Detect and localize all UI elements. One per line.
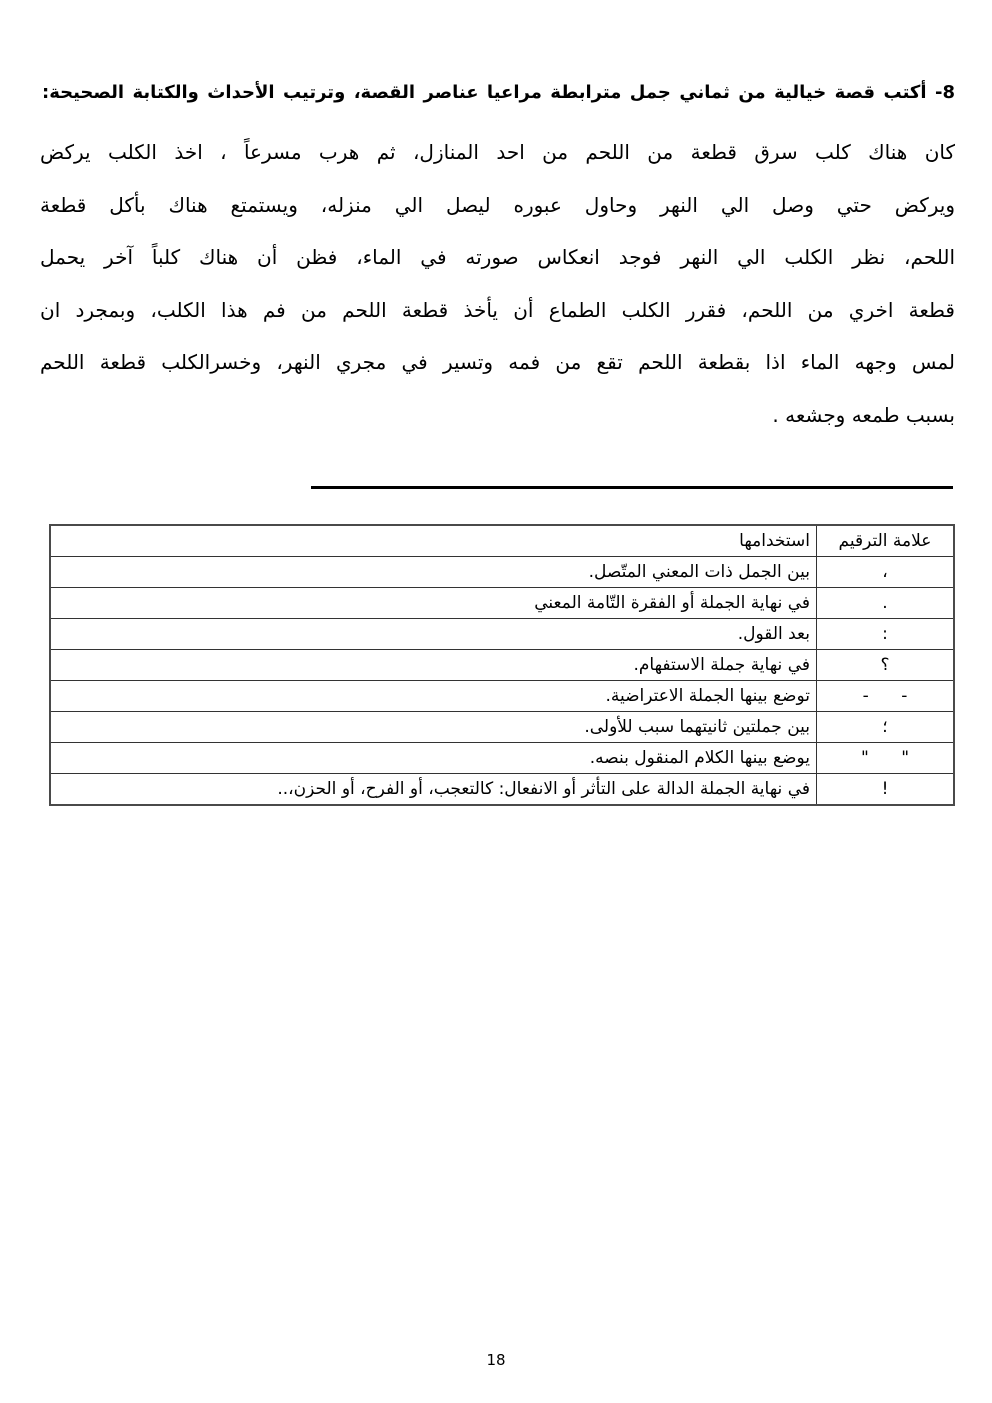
mark-cell: ،: [817, 557, 955, 588]
table-row: [50, 588, 954, 619]
header-usage: استخدامها: [50, 525, 817, 557]
story-line: قطعة اخري من اللحم، فقرر الكلب الطماع أن يأخذ قطعة اللحم من فم هذا الكلب، وبمجرد ان: [40, 297, 955, 322]
story-line: اللحم، نظر الكلب الي النهر فوجد انعكاس صورته في الماء، فظن أن هناك كلباً آخر يحمل: [40, 245, 955, 269]
usage-cell: في نهاية الجملة الدالة على التأثر أو الانفعال: كالتعجب، أو الفرح، أو الحزن،..: [50, 774, 817, 806]
table-header-row: [50, 525, 954, 557]
table-row: [50, 712, 954, 743]
header-mark: علامة الترقيم: [817, 525, 955, 557]
usage-cell: في نهاية جملة الاستفهام.: [50, 650, 817, 681]
usage-cell: توضع بينها الجملة الاعتراضية.: [50, 681, 817, 712]
mark-cell: !: [817, 774, 955, 806]
usage-cell: بعد القول.: [50, 619, 817, 650]
table-row: [50, 619, 954, 650]
question-heading: 8- أكتب قصة خيالية من ثماني جمل مترابطة مراعيا عناصر القصة، وترتيب الأحداث والكتابة الصحيحة:: [42, 82, 955, 103]
story-line: لمس وجهه الماء اذا بقطعة اللحم تقع من فمه وتسير في مجري النهر، وخسرالكلب قطعة اللحم: [40, 350, 955, 374]
usage-cell: بين الجمل ذات المعني المتّصل.: [50, 557, 817, 588]
page-number: 18: [486, 1351, 506, 1369]
mark-cell: ؛: [817, 712, 955, 743]
table-row: [50, 681, 954, 712]
story-paragraph: [40, 126, 955, 441]
horizontal-rule: [311, 486, 953, 489]
usage-cell: يوضع بينها الكلام المنقول بنصه.: [50, 743, 817, 774]
table-row: [50, 774, 954, 806]
mark-cell: .: [817, 588, 955, 619]
mark-cell: ؟: [817, 650, 955, 681]
mark-cell: " ": [817, 743, 955, 774]
table-row: [50, 743, 954, 774]
mark-cell: - -: [817, 681, 955, 712]
usage-cell: بين جملتين ثانيتهما سبب للأولى.: [50, 712, 817, 743]
punctuation-table: [49, 524, 955, 806]
usage-cell: في نهاية الجملة أو الفقرة التّامة المعني: [50, 588, 817, 619]
story-line: بسبب طمعه وجشعه .: [772, 402, 955, 427]
table-row: [50, 557, 954, 588]
story-line: كان هناك كلب سرق قطعة من اللحم من احد المنازل، ثم هرب مسرعاً ، اخذ الكلب يركض: [40, 140, 955, 164]
story-line: ويركض حتي وصل الي النهر وحاول عبوره ليصل الي منزله، ويستمتع هناك بأكل قطعة: [40, 192, 955, 217]
table-row: [50, 650, 954, 681]
mark-cell: :: [817, 619, 955, 650]
